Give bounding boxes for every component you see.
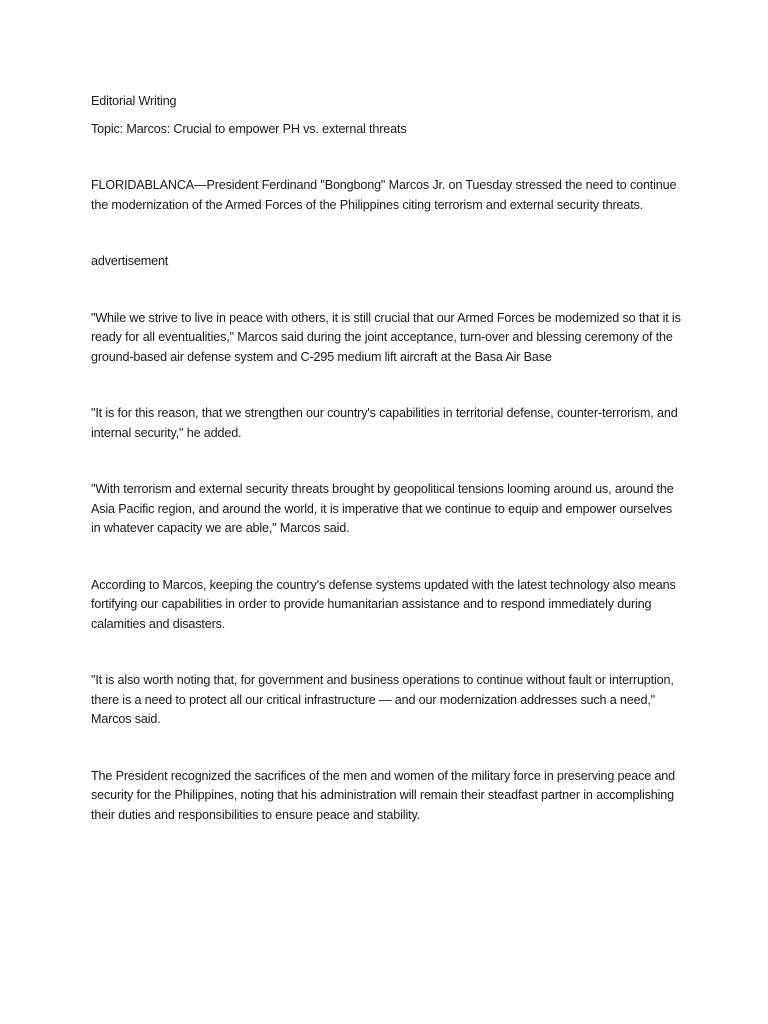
- paragraph-defense-systems: According to Marcos, keeping the country's defense systems updated with the latest technology also means fortifying our capabilities in order to provide humanitarian assistance and to respond immediately during calamities and disasters.: [91, 577, 676, 631]
- paragraph-president-recognition: The President recognized the sacrifices of the men and women of the military force in preserving peace and security for the Philippines, noting that his administration will remain their steadfast partner in accomplishing their duties and responsibilities to ensure peace and stability.: [91, 768, 676, 822]
- paragraph-quote-modernization: "While we strive to live in peace with others, it is still crucial that our Armed Forces be modernized so that it is ready for all eventualities," Marcos said during the joint acceptance, turn-over and blessing ceremony of the ground-based air defense system and C-295 medium lift aircraft at the Basa Air Base: [91, 310, 681, 364]
- paragraph-quote-infrastructure: "It is also worth noting that, for government and business operations to continue without fault or interruption, there is a need to protect all our critical infrastructure — and our modernization addresses such a need," Marcos said.: [91, 673, 674, 726]
- paragraph-quote-threats: "With terrorism and external security threats brought by geopolitical tensions looming around us, around the Asia Pacific region, and around the world, it is imperative that we continue to equip and empower ourselves in whatever capacity we are able," Marcos said.: [91, 482, 674, 535]
- document-body: [91, 92, 681, 862]
- paragraph-quote-capabilities: "It is for this reason, that we strengthen our country's capabilities in territorial defense, counter-terrorism, and internal security," he added.: [91, 406, 678, 440]
- paragraph-lead: FLORIDABLANCA—President Ferdinand "Bongbong" Marcos Jr. on Tuesday stressed the need to continue the modernization of the Armed Forces of the Philippines citing terrorism and external security threats.: [91, 178, 677, 212]
- document-topic: Topic: Marcos: Crucial to empower PH vs. external threats: [91, 121, 407, 136]
- document-label: Editorial Writing: [91, 94, 177, 108]
- advertisement-label: advertisement: [91, 254, 169, 268]
